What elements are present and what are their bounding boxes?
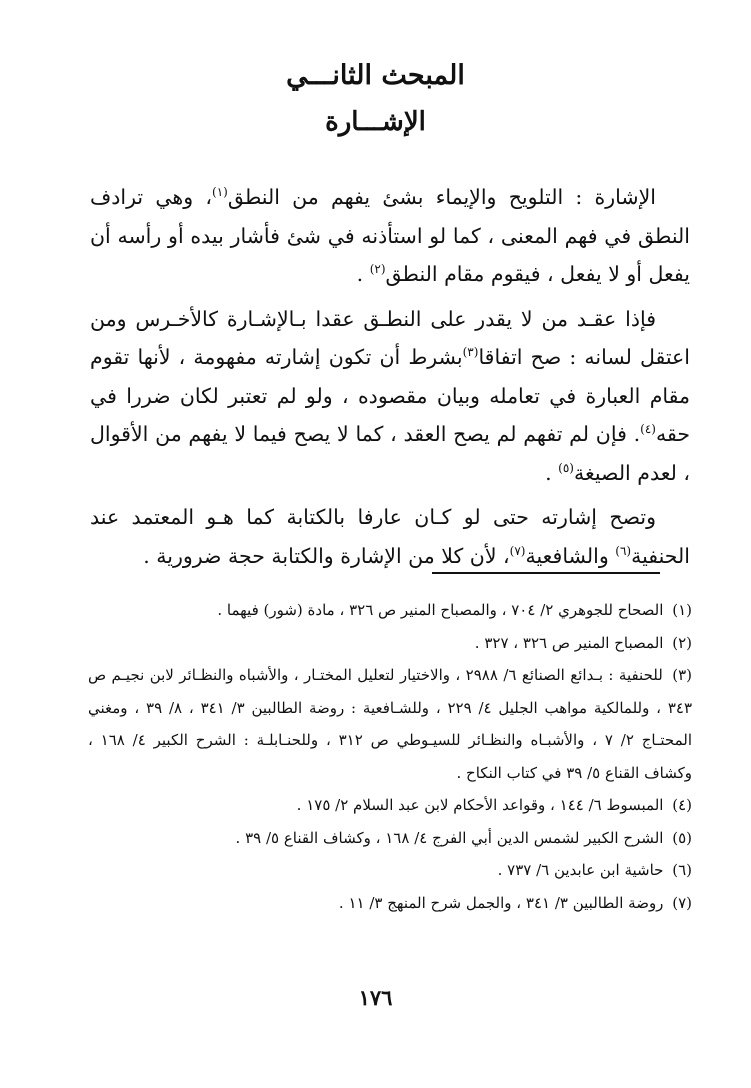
text-run: . فإن لم تفهم لم يصح العقد ، كما لا يصح فيما لا يفهم من الأقوال ، لعدم الصيغة: [90, 422, 690, 485]
footnote-ref[interactable]: (١): [212, 185, 228, 200]
footnote-divider: [432, 572, 660, 574]
text-run: .: [545, 460, 559, 485]
paragraph: [90, 498, 690, 575]
footnote: [88, 659, 692, 789]
text-run: والشافعية: [525, 543, 616, 568]
footnote-number: (٦): [672, 861, 692, 879]
page-number: ١٧٦: [358, 985, 393, 1010]
footnote-ref[interactable]: (٥): [558, 460, 574, 475]
paragraph: [90, 178, 690, 294]
section-subtitle: الإشـــارة: [325, 107, 426, 137]
footnote-text: حاشية ابن عابدين ٦/ ٧٣٧ .: [497, 861, 664, 879]
footnote-text: الشرح الكبير لشمس الدين أبي الفرج ٤/ ١٦٨ ، وكشاف القناع ٥/ ٣٩ .: [235, 828, 664, 847]
footnote-number: (١): [672, 601, 692, 619]
footnote: [88, 854, 692, 887]
text-run: وتصح إشارته حتى لو كـان عارفا بالكتابة كما هـو المعتمد عند الحنفية: [90, 505, 690, 568]
text-run: بشرط أن تكون إشارته مفهومة ، لأنها تقوم مقام العبارة في تعامله وبيان مقصوده ، ولو لم تعتبر لكان ضررا في حقه: [90, 345, 690, 446]
footnote-number: (٤): [672, 796, 692, 814]
footnote-text: المصباح المنير ص ٣٢٦ ، ٣٢٧ .: [474, 633, 664, 652]
footnote: [88, 594, 692, 627]
footnote-ref[interactable]: (٢): [369, 262, 386, 277]
footnote-ref[interactable]: (٦): [615, 543, 632, 558]
footnote: [88, 789, 692, 822]
footnote-text: الصحاح للجوهري ٢/ ٧٠٤ ، والمصباح المنير ص ٣٢٦ ، مادة (شور) فيهما .: [217, 601, 664, 619]
text-run: ، لأن كلا من الإشارة والكتابة حجة ضرورية .: [143, 543, 510, 568]
section-title: المبحث الثانـــي: [286, 60, 465, 91]
footnote-text: روضة الطالبين ٣/ ٣٤١ ، والجمل شرح المنهج ٣/ ١١ .: [338, 893, 664, 912]
footnote: [88, 627, 692, 660]
footnote-text: للحنفية : بـدائع الصنائع ٦/ ٢٩٨٨ ، والاختيار لتعليل المختـار ، والأشباه والنظـائر لابن نجيـم ص ٣٤٣ ، وللمالكية مواهب الجليل ٤/ ٢٢٩ ، وللشـافعية : روضة الطالبين ٣/ ٣٤١ ، ٨/ ٣٩ ، ومغني المحتـاج ٢/ ٧ ، والأشبـاه والنظـائر للسيـوطي ص ٣١٢ ، وللحنـابلـة : الشرح الكبير ٤/ ١٦٨ ، وكشاف القناع ٥/ ٣٩ في كتاب النكاح .: [88, 666, 692, 782]
footnote-number: (٧): [672, 893, 692, 912]
paragraph: [90, 300, 690, 493]
text-run: فإذا عقـد من لا يقدر على النطـق عقدا بـالإشـارة كالأخـرس ومن اعتقل لسانه : صح اتفاقا: [90, 306, 690, 369]
footnote-number: (٢): [672, 633, 692, 652]
text-run: .: [356, 262, 370, 286]
footnote-number: (٣): [672, 666, 693, 684]
footnote-ref[interactable]: (٧): [509, 543, 526, 558]
footnotes: [88, 594, 692, 919]
footnote: [88, 822, 692, 855]
text-run: الإشارة : التلويح والإيماء بشئ يفهم من النطق: [227, 185, 656, 209]
footnote: [88, 887, 692, 920]
footnote-ref[interactable]: (٤): [640, 422, 656, 437]
body-text: [90, 178, 690, 581]
footnote-number: (٥): [672, 828, 692, 847]
text-run: ، وهي ترادف النطق في فهم المعنى ، كما لو استأذنه في شئ فأشار بيده أو رأسه أن يفعل أو لا يفعل ، فيقوم مقام النطق: [90, 185, 690, 286]
footnote-text: المبسوط ٦/ ١٤٤ ، وقواعد الأحكام لابن عبد السلام ٢/ ١٧٥ .: [296, 796, 664, 814]
footnote-ref[interactable]: (٣): [462, 345, 479, 360]
